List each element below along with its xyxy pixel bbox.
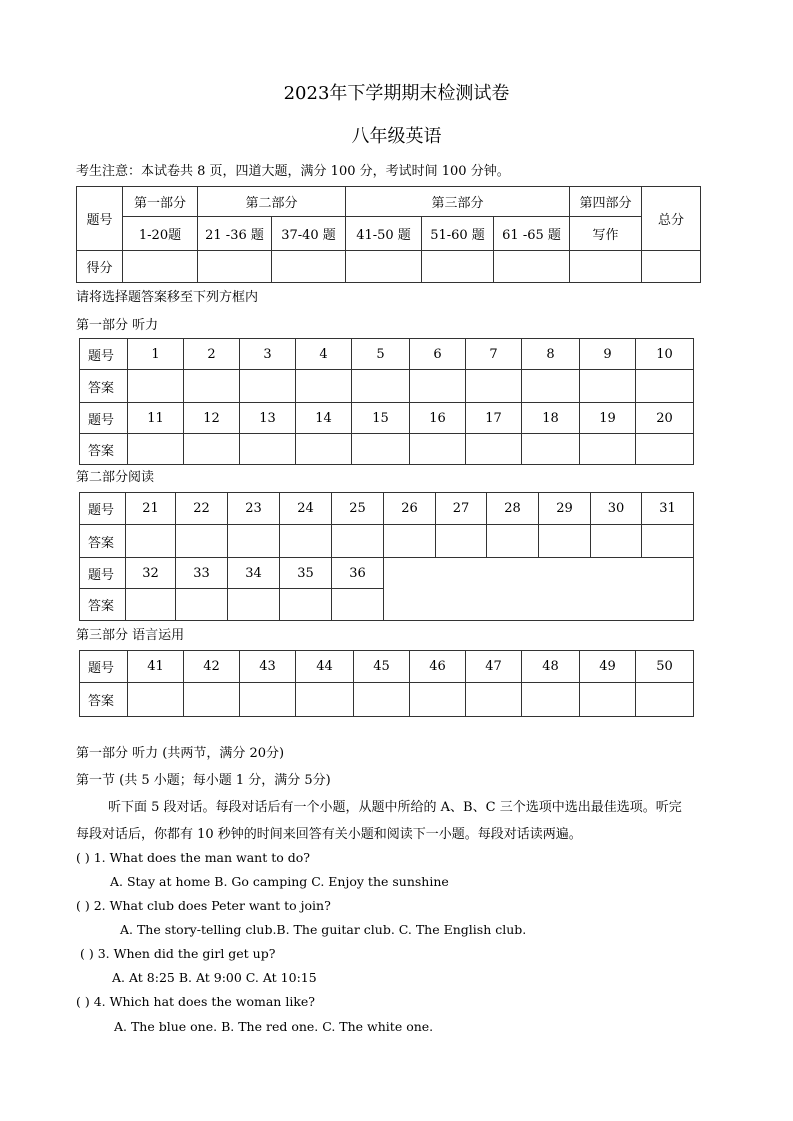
options-1: A. Stay at home B. Go camping C. Enjoy the sunshine <box>110 874 449 889</box>
question-number: 47 <box>466 651 522 683</box>
question-number: 28 <box>487 493 539 525</box>
answer-label: 答案 <box>80 525 126 558</box>
question-number: 46 <box>410 651 466 683</box>
section2-heading: 第二部分阅读 <box>76 470 155 485</box>
question-number: 15 <box>352 403 410 434</box>
question-number: 43 <box>240 651 296 683</box>
answer-cell[interactable] <box>240 370 296 403</box>
question-number: 1 <box>128 339 184 370</box>
answer-cell[interactable] <box>410 683 466 717</box>
answer-cell[interactable] <box>636 683 694 717</box>
answer-cell[interactable] <box>240 683 296 717</box>
question-number: 8 <box>522 339 580 370</box>
question-number: 29 <box>539 493 591 525</box>
question-number: 49 <box>580 651 636 683</box>
question-number: 7 <box>466 339 522 370</box>
question-number: 21 <box>126 493 176 525</box>
range-cell: 61 -65 题 <box>494 217 570 251</box>
question-number: 36 <box>332 558 384 589</box>
answer-cell[interactable] <box>332 589 384 621</box>
question-4: ( ) 4. Which hat does the woman like? <box>76 994 316 1009</box>
answer-cell[interactable] <box>296 683 354 717</box>
move-answers-note: 请将选择题答案移至下列方框内 <box>76 290 259 305</box>
question-number: 32 <box>126 558 176 589</box>
listening-answer-table <box>79 338 694 465</box>
answer-cell[interactable] <box>522 683 580 717</box>
options-4: A. The blue one. B. The red one. C. The white one. <box>114 1019 434 1034</box>
page-title: 2023年下学期期末检测试卷 <box>283 83 510 104</box>
part1-section1: 第一节 (共 5 小题；每小题 1 分，满分 5分) <box>76 773 331 788</box>
answer-cell[interactable] <box>487 525 539 558</box>
question-label: 题号 <box>80 651 128 683</box>
part4-header: 第四部分 <box>570 187 642 217</box>
answer-label: 答案 <box>80 589 126 621</box>
answer-cell[interactable] <box>126 525 176 558</box>
instructions-line2: 每段对话后，你都有 10 秒钟的时间来回答有关小题和阅读下一小题。每段对话读两遍。 <box>76 827 582 842</box>
answer-cell[interactable] <box>466 683 522 717</box>
answer-cell[interactable] <box>176 525 228 558</box>
question-number: 3 <box>240 339 296 370</box>
answer-cell[interactable] <box>436 525 487 558</box>
score-label-score: 得分 <box>77 251 123 283</box>
answer-cell[interactable] <box>240 434 296 465</box>
empty-merged-cell <box>384 558 694 621</box>
answer-cell[interactable] <box>636 370 694 403</box>
answer-label: 答案 <box>80 370 128 403</box>
score-cell[interactable] <box>494 251 570 283</box>
question-number: 33 <box>176 558 228 589</box>
answer-cell[interactable] <box>296 370 352 403</box>
range-cell: 37-40 题 <box>272 217 346 251</box>
answer-cell[interactable] <box>642 525 694 558</box>
question-label: 题号 <box>80 558 126 589</box>
answer-label: 答案 <box>80 683 128 717</box>
answer-cell[interactable] <box>466 434 522 465</box>
answer-cell[interactable] <box>126 589 176 621</box>
language-answer-table <box>79 650 694 717</box>
question-number: 35 <box>280 558 332 589</box>
score-cell[interactable] <box>570 251 642 283</box>
answer-cell[interactable] <box>636 434 694 465</box>
section1-heading: 第一部分 听力 <box>76 318 159 333</box>
question-label: 题号 <box>80 403 128 434</box>
question-number: 18 <box>522 403 580 434</box>
question-number: 16 <box>410 403 466 434</box>
answer-cell[interactable] <box>352 370 410 403</box>
question-number: 20 <box>636 403 694 434</box>
range-cell: 1-20题 <box>123 217 198 251</box>
options-3: A. At 8:25 B. At 9:00 C. At 10:15 <box>112 970 317 985</box>
options-2: A. The story-telling club.B. The guitar club. C. The English club. <box>120 922 527 937</box>
question-number: 24 <box>280 493 332 525</box>
question-label: 题号 <box>80 339 128 370</box>
answer-cell[interactable] <box>352 434 410 465</box>
question-number: 27 <box>436 493 487 525</box>
question-number: 23 <box>228 493 280 525</box>
score-cell[interactable] <box>123 251 198 283</box>
exam-notice: 考生注意：本试卷共 8 页，四道大题，满分 100 分，考试时间 100 分钟。 <box>76 164 510 179</box>
answer-cell[interactable] <box>466 370 522 403</box>
answer-cell[interactable] <box>410 370 466 403</box>
range-cell: 51-60 题 <box>422 217 494 251</box>
question-number: 10 <box>636 339 694 370</box>
section3-heading: 第三部分 语言运用 <box>76 628 185 643</box>
question-number: 22 <box>176 493 228 525</box>
question-number: 31 <box>642 493 694 525</box>
part1-title: 第一部分 听力 (共两节，满分 20分) <box>76 746 285 761</box>
answer-cell[interactable] <box>280 589 332 621</box>
answer-cell[interactable] <box>522 434 580 465</box>
answer-cell[interactable] <box>410 434 466 465</box>
total-header: 总分 <box>642 187 701 251</box>
question-number: 14 <box>296 403 352 434</box>
question-number: 2 <box>184 339 240 370</box>
question-number: 44 <box>296 651 354 683</box>
score-table <box>76 186 701 283</box>
answer-cell[interactable] <box>580 370 636 403</box>
answer-cell[interactable] <box>280 525 332 558</box>
range-cell: 写作 <box>570 217 642 251</box>
question-label: 题号 <box>80 493 126 525</box>
answer-cell[interactable] <box>184 370 240 403</box>
answer-cell[interactable] <box>332 525 384 558</box>
question-number: 45 <box>354 651 410 683</box>
page-subtitle: 八年级英语 <box>351 126 442 147</box>
question-number: 34 <box>228 558 280 589</box>
question-number: 41 <box>128 651 184 683</box>
answer-cell[interactable] <box>296 434 352 465</box>
range-cell: 21 -36 题 <box>198 217 272 251</box>
question-number: 19 <box>580 403 636 434</box>
part2-header: 第二部分 <box>198 187 346 217</box>
part1-header: 第一部分 <box>123 187 198 217</box>
answer-cell[interactable] <box>128 370 184 403</box>
score-cell[interactable] <box>198 251 272 283</box>
question-number: 4 <box>296 339 352 370</box>
question-number: 9 <box>580 339 636 370</box>
question-3: ( ) 3. When did the girl get up? <box>80 946 276 961</box>
answer-cell[interactable] <box>228 525 280 558</box>
question-number: 42 <box>184 651 240 683</box>
answer-cell[interactable] <box>128 434 184 465</box>
score-cell[interactable] <box>272 251 346 283</box>
question-number: 50 <box>636 651 694 683</box>
score-cell[interactable] <box>422 251 494 283</box>
answer-cell[interactable] <box>128 683 184 717</box>
reading-answer-table <box>79 492 694 621</box>
answer-cell[interactable] <box>354 683 410 717</box>
question-number: 6 <box>410 339 466 370</box>
answer-cell[interactable] <box>384 525 436 558</box>
question-number: 30 <box>591 493 642 525</box>
part3-header: 第三部分 <box>346 187 570 217</box>
answer-cell[interactable] <box>228 589 280 621</box>
answer-cell[interactable] <box>184 683 240 717</box>
question-number: 13 <box>240 403 296 434</box>
answer-cell[interactable] <box>522 370 580 403</box>
question-2: ( ) 2. What club does Peter want to join? <box>76 898 331 913</box>
score-cell[interactable] <box>346 251 422 283</box>
question-number: 26 <box>384 493 436 525</box>
answer-cell[interactable] <box>539 525 591 558</box>
question-1: ( ) 1. What does the man want to do? <box>76 850 310 865</box>
answer-cell[interactable] <box>591 525 642 558</box>
question-number: 11 <box>128 403 184 434</box>
answer-cell[interactable] <box>184 434 240 465</box>
answer-cell[interactable] <box>580 683 636 717</box>
score-cell[interactable] <box>642 251 701 283</box>
question-number: 25 <box>332 493 384 525</box>
range-cell: 41-50 题 <box>346 217 422 251</box>
score-label-question: 题号 <box>77 187 123 251</box>
answer-label: 答案 <box>80 434 128 465</box>
answer-cell[interactable] <box>580 434 636 465</box>
question-number: 12 <box>184 403 240 434</box>
question-number: 17 <box>466 403 522 434</box>
answer-cell[interactable] <box>176 589 228 621</box>
instructions-line1: 听下面 5 段对话。每段对话后有一个小题，从题中所给的 A、B、C 三个选项中选出最佳选项。听完 <box>108 800 682 815</box>
question-number: 48 <box>522 651 580 683</box>
question-number: 5 <box>352 339 410 370</box>
